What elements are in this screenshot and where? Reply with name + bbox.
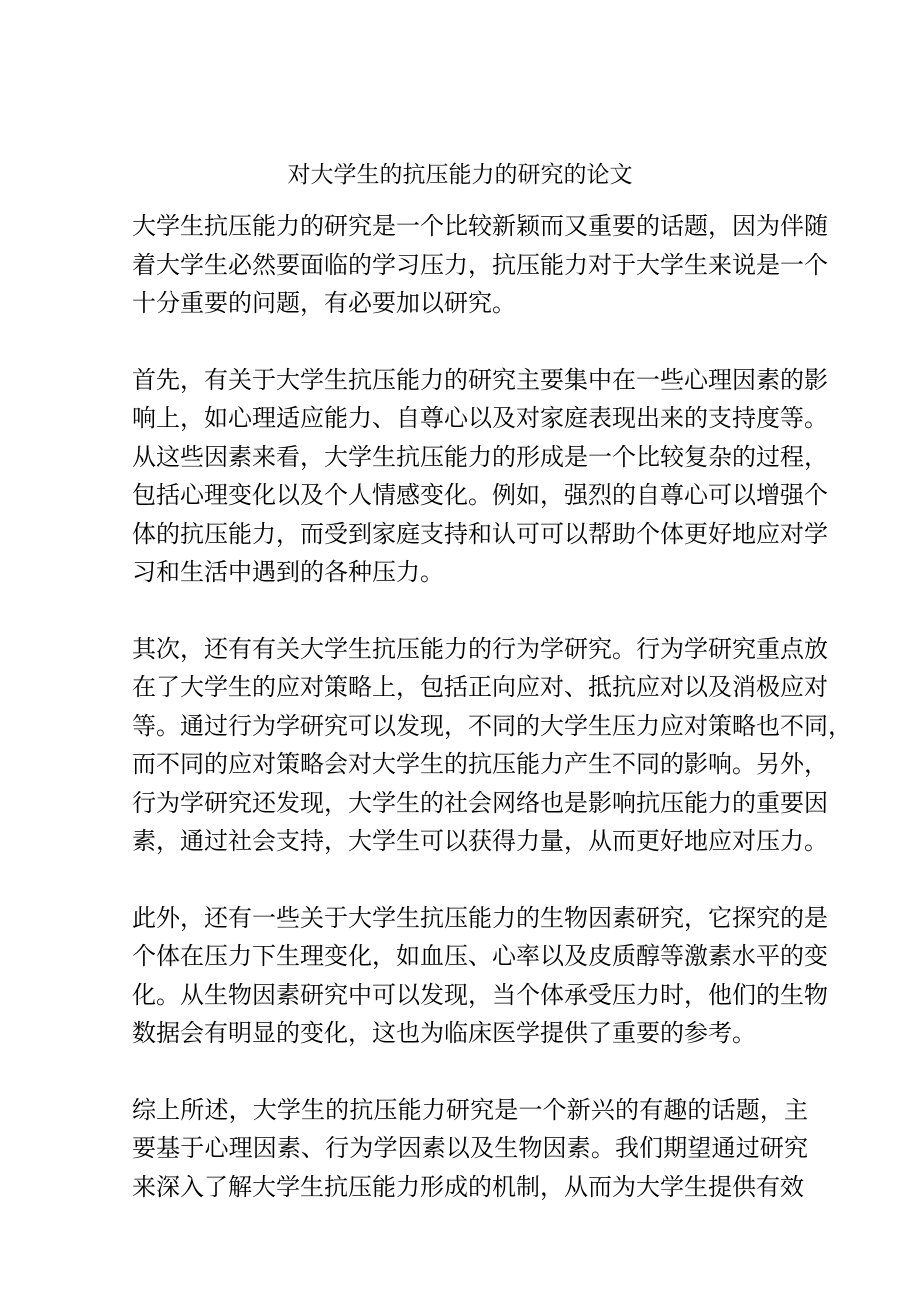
- paragraph-line: 从这些因素来看，大学生抗压能力的形成是一个比较复杂的过程，: [132, 442, 828, 471]
- paragraph-line: 素，通过社会支持，大学生可以获得力量，从而更好地应对压力。: [132, 827, 828, 855]
- paragraph-line: 行为学研究还发现，大学生的社会网络也是影响抗压能力的重要因: [132, 788, 828, 817]
- paragraph-line: 要基于心理因素、行为学因素以及生物因素。我们期望通过研究: [132, 1134, 808, 1162]
- paragraph-line: 首先，有关于大学生抗压能力的研究主要集中在一些心理因素的影: [132, 365, 828, 394]
- paragraph: [132, 207, 828, 323]
- document-title: 对大学生的抗压能力的研究的论文: [287, 162, 633, 188]
- paragraph-line: 十分重要的问题，有必要加以研究。: [132, 289, 516, 317]
- paragraph-line: 体的抗压能力，而受到家庭支持和认可可以帮助个体更好地应对学: [132, 519, 828, 548]
- paragraph-line: 习和生活中遇到的各种压力。: [132, 558, 444, 586]
- paragraph-line: 响上，如心理适应能力、自尊心以及对家庭表现出来的支持度等。: [132, 404, 828, 432]
- paragraph: [132, 1091, 808, 1207]
- paragraph-line: 化。从生物因素研究中可以发现，当个体承受压力时，他们的生物: [132, 980, 828, 1009]
- paragraph-line: 此外，还有一些关于大学生抗压能力的生物因素研究，它探究的是: [132, 903, 828, 932]
- paragraph-line: 大学生抗压能力的研究是一个比较新颖而又重要的话题，因为伴随: [132, 212, 828, 240]
- paragraph-line: 综上所述，大学生的抗压能力研究是一个新兴的有趣的话题，主: [132, 1095, 808, 1124]
- paragraph: [132, 361, 828, 592]
- paragraph-line: 其次，还有有关大学生抗压能力的行为学研究。行为学研究重点放: [132, 634, 828, 663]
- paragraph-line: 个体在压力下生理变化，如血压、心率以及皮质醇等激素水平的变: [132, 942, 828, 970]
- paragraph-line: 数据会有明显的变化，这也为临床医学提供了重要的参考。: [132, 1019, 756, 1047]
- paragraph-line: 包括心理变化以及个人情感变化。例如，强烈的自尊心可以增强个: [132, 481, 828, 509]
- paragraph-line: 等。通过行为学研究可以发现，不同的大学生压力应对策略也不同，: [132, 711, 852, 740]
- paragraph-line: 来深入了解大学生抗压能力形成的机制，从而为大学生提供有效: [132, 1172, 804, 1201]
- paragraph-line: 着大学生必然要面临的学习压力，抗压能力对于大学生来说是一个: [132, 250, 828, 279]
- document-body: [132, 207, 852, 1244]
- paragraph: [132, 630, 852, 861]
- paragraph: [132, 899, 828, 1053]
- paragraph-line: 而不同的应对策略会对大学生的抗压能力产生不同的影响。另外，: [132, 750, 828, 778]
- paragraph-line: 在了大学生的应对策略上，包括正向应对、抵抗应对以及消极应对: [132, 673, 828, 701]
